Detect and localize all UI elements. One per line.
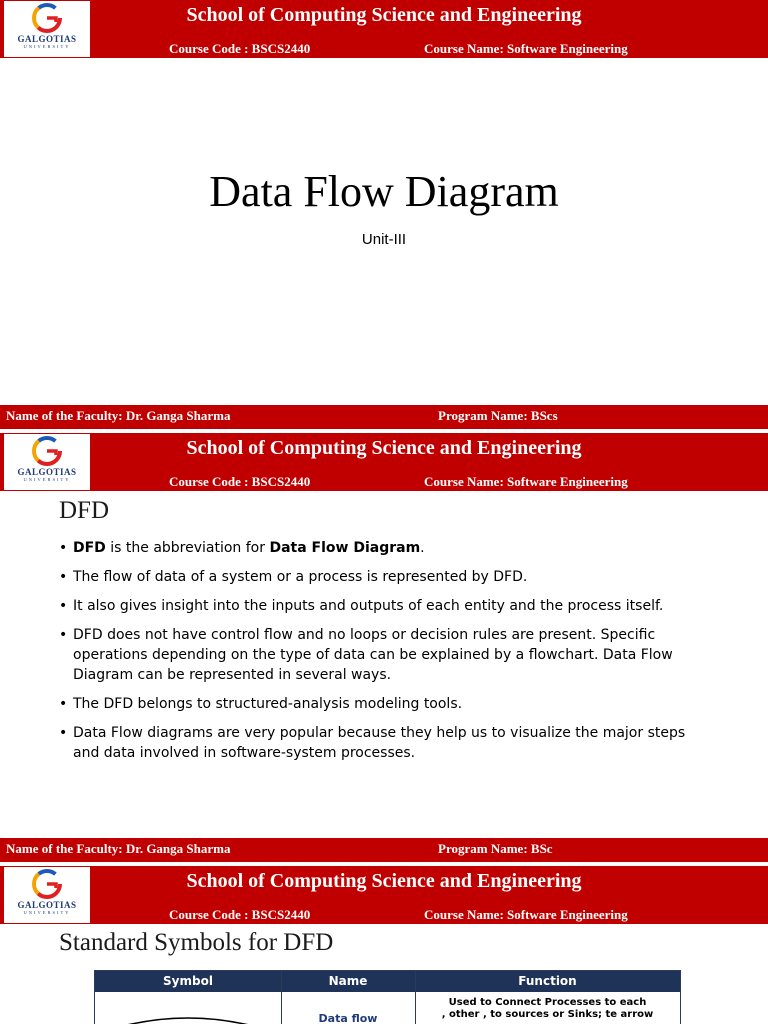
column-header-name: Name bbox=[328, 974, 368, 988]
bullet-item: • Data Flow diagrams are very popular because they help us to visualize the major steps and data involved in software-system processes. bbox=[59, 723, 709, 763]
bullet-item bbox=[59, 538, 709, 558]
slide-dfd-symbols bbox=[0, 866, 768, 1024]
faculty-name: Name of the Faculty: Dr. Ganga Sharma bbox=[6, 408, 231, 423]
galgotias-logo-icon bbox=[32, 436, 62, 466]
school-title: School of Computing Science and Engineering bbox=[186, 4, 582, 26]
university-logo bbox=[4, 1, 90, 57]
logo-name: GALGOTIAS bbox=[17, 467, 77, 477]
slide-header bbox=[0, 0, 768, 58]
function-line: , other , to sources or Sinks; te arrow bbox=[441, 1009, 654, 1020]
faculty-name: Name of the Faculty: Dr. Ganga Sharma bbox=[6, 841, 231, 856]
course-code: Course Code : BSCS2440 bbox=[169, 907, 311, 922]
slide-header bbox=[0, 433, 768, 491]
bullet-bold-term: DFD bbox=[73, 540, 106, 556]
logo-name: GALGOTIAS bbox=[17, 900, 77, 910]
bullet-item: • DFD does not have control flow and no loops or decision rules are present. Specific operations depending on the type of data can be explained by a flowchart. Data Flow Diagram can be represented in several ways. bbox=[59, 625, 709, 685]
logo-name: GALGOTIAS bbox=[17, 34, 77, 44]
school-title: School of Computing Science and Engineering bbox=[186, 437, 582, 459]
course-name: Course Name: Software Engineering bbox=[424, 41, 628, 56]
slide-heading: DFD bbox=[59, 497, 110, 524]
school-title: School of Computing Science and Engineering bbox=[186, 870, 582, 892]
bullet-item: • The flow of data of a system or a process is represented by DFD. bbox=[59, 567, 709, 587]
course-code: Course Code : BSCS2440 bbox=[169, 41, 311, 56]
university-logo bbox=[4, 867, 90, 923]
slide-footer bbox=[0, 405, 768, 429]
column-header-symbol: Symbol bbox=[163, 974, 213, 988]
galgotias-logo-icon bbox=[32, 3, 62, 33]
slide-subtitle: Unit-III bbox=[361, 231, 407, 248]
galgotias-logo-icon bbox=[32, 869, 62, 899]
logo-subtitle: UNIVERSITY bbox=[23, 910, 71, 915]
bullet-text: . bbox=[420, 540, 425, 556]
bullet-text: is the abbreviation for bbox=[105, 540, 270, 556]
course-name: Course Name: Software Engineering bbox=[424, 474, 628, 489]
logo-subtitle: UNIVERSITY bbox=[23, 477, 71, 482]
program-name: Program Name: BScs bbox=[438, 408, 558, 423]
column-header-function: Function bbox=[518, 974, 577, 988]
slide-footer bbox=[0, 838, 768, 862]
program-name: Program Name: BSc bbox=[438, 841, 553, 856]
slide-dfd-intro bbox=[0, 433, 768, 866]
dfd-symbols-table bbox=[94, 970, 681, 1024]
bullet-bold-term: Data Flow Diagram bbox=[269, 540, 421, 556]
bullet-list bbox=[59, 538, 709, 772]
table-cell-function bbox=[415, 997, 680, 1021]
table-cell-name: Data flow bbox=[318, 1012, 378, 1024]
function-line: Used to Connect Processes to each bbox=[448, 997, 647, 1008]
data-flow-arrow-icon bbox=[103, 1009, 273, 1024]
bullet-item: • It also gives insight into the inputs and outputs of each entity and the process itself. bbox=[59, 596, 709, 616]
bullet-item: • The DFD belongs to structured-analysis modeling tools. bbox=[59, 694, 709, 714]
university-logo bbox=[4, 434, 90, 490]
logo-subtitle: UNIVERSITY bbox=[23, 44, 71, 49]
slide-heading: Standard Symbols for DFD bbox=[59, 929, 334, 956]
table-header-row bbox=[95, 971, 680, 992]
course-code: Course Code : BSCS2440 bbox=[169, 474, 311, 489]
slide-header bbox=[0, 866, 768, 924]
course-name: Course Name: Software Engineering bbox=[424, 907, 628, 922]
slide-title bbox=[0, 0, 768, 433]
slide-main-title: Data Flow Diagram bbox=[209, 167, 559, 216]
